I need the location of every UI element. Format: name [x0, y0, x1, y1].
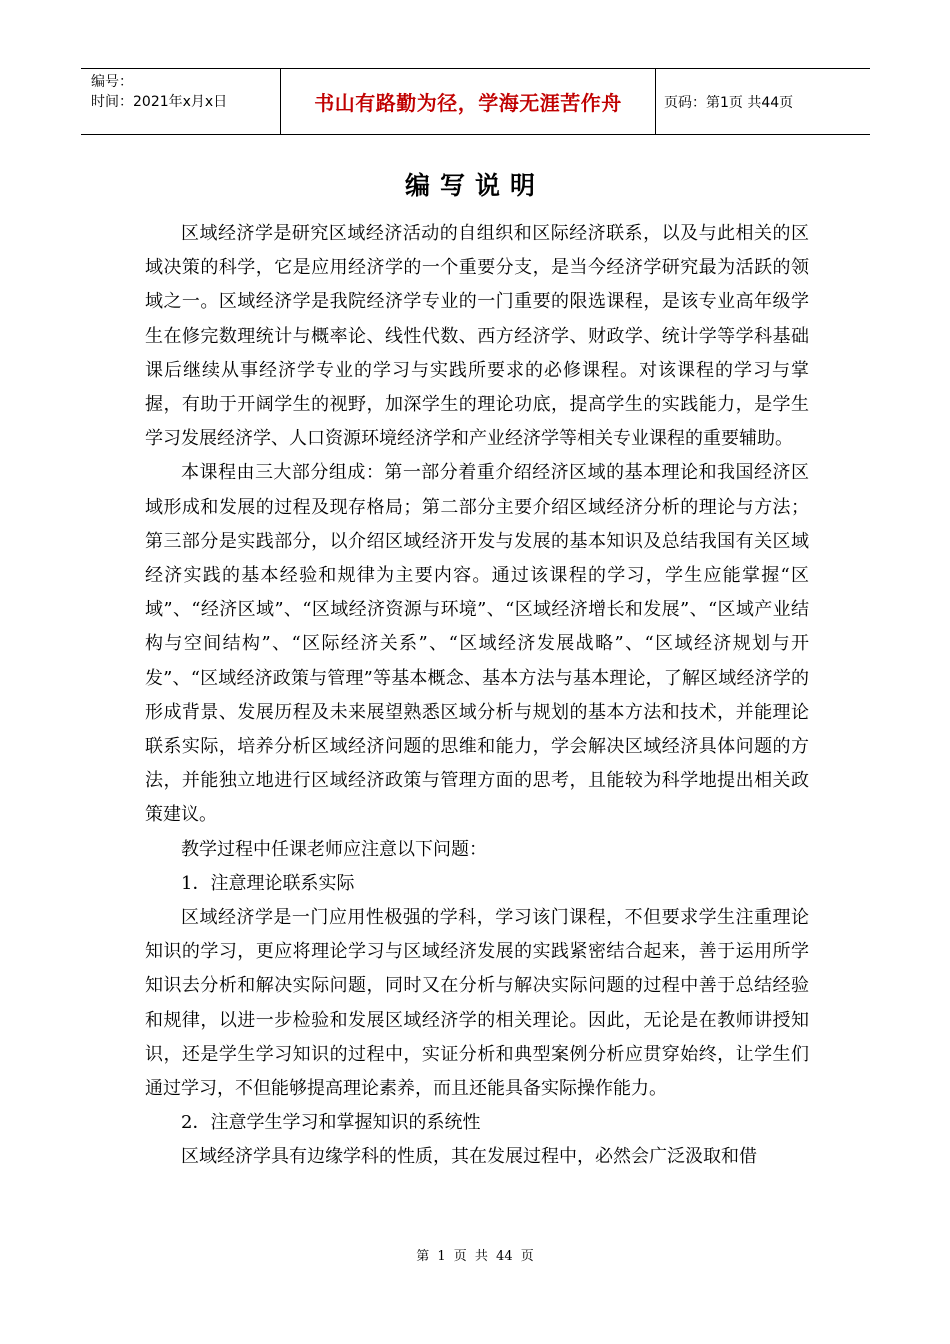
document-time-label: 时间：2021年x月x日 — [91, 94, 228, 110]
section-heading: 2．注意学生学习和掌握知识的系统性 — [181, 1112, 481, 1134]
header-table — [81, 68, 870, 135]
document-body — [145, 217, 809, 1175]
header-page-info-cell — [656, 69, 870, 134]
paragraph: 区域经济学是研究区域经济活动的自组织和区际经济联系，以及与此相关的区域决策的科学，它是应用经济学的一个重要分支，是当今经济学研究最为活跃的领域之一。区域经济学是我院经济学专业的一门重要的限选课程，是该专业高年级学生在修完数理统计与概率论、线性代数、西方经济学、财政学、统计学等学科基础课后继续从事经济学专业的学习与实践所要求的必修课程。对该课程的学习与掌握，有助于开阔学生的视野，加深学生的理论功底，提高学生的实践能力，是学生学习发展经济学、人口资源环境经济学和产业经济学等相关专业课程的重要辅助。 — [145, 223, 809, 450]
paragraph: 本课程由三大部分组成：第一部分着重介绍经济区域的基本理论和我国经济区域形成和发展的过程及现存格局；第二部分主要介绍区域经济分析的理论与方法；第三部分是实践部分，以介绍区域经济开发与发展的基本知识及总结我国有关区域经济实践的基本经验和规律为主要内容。通过该课程的学习，学生应能掌握“区域”、“经济区域”、“区域经济资源与环境”、“区域经济增长和发展”、“区域产业结构与空间结构”、“区际经济关系”、“区域经济发展战略”、“区域经济规划与开发”、“区域经济政策与管理”等基本概念、基本方法与基本理论，了解区域经济学的形成背景、发展历程及未来展望熟悉区域分析与规划的基本方法和技术，并能理论联系实际，培养分析区域经济问题的思维和能力，学会解决区域经济具体问题的方法，并能独立地进行区域经济政策与管理方面的思考，且能较为科学地提出相关政策建议。 — [145, 462, 809, 826]
header-page-info: 页码：第1页 共44页 — [664, 94, 794, 111]
section-heading: 1．注意理论联系实际 — [181, 872, 355, 894]
header-meta — [81, 69, 281, 134]
paragraph: 区域经济学是一门应用性极强的学科，学习该门课程，不但要求学生注重理论知识的学习，更应将理论学习与区域经济发展的实践紧密结合起来，善于运用所学知识去分析和解决实际问题，同时又在分析与解决实际问题的过程中善于总结经验和规律，以进一步检验和发展区域经济学的相关理论。因此，无论是在教师讲授知识，还是学生学习知识的过程中，实证分析和典型案例分析应贯穿始终，让学生们通过学习，不但能够提高理论素养，而且还能具备实际操作能力。 — [145, 907, 809, 1100]
document-number-label: 编号： — [91, 74, 133, 90]
page-footer: 第 1 页 共 44 页 — [416, 1249, 534, 1264]
page-title: 编写说明 — [404, 171, 545, 200]
header-motto-cell — [281, 69, 656, 134]
paragraph: 区域经济学具有边缘学科的性质，其在发展过程中，必然会广泛汲取和借 — [181, 1146, 757, 1168]
header-motto: 书山有路勤为径，学海无涯苦作舟 — [314, 91, 622, 115]
paragraph: 教学过程中任课老师应注意以下问题： — [181, 838, 487, 860]
